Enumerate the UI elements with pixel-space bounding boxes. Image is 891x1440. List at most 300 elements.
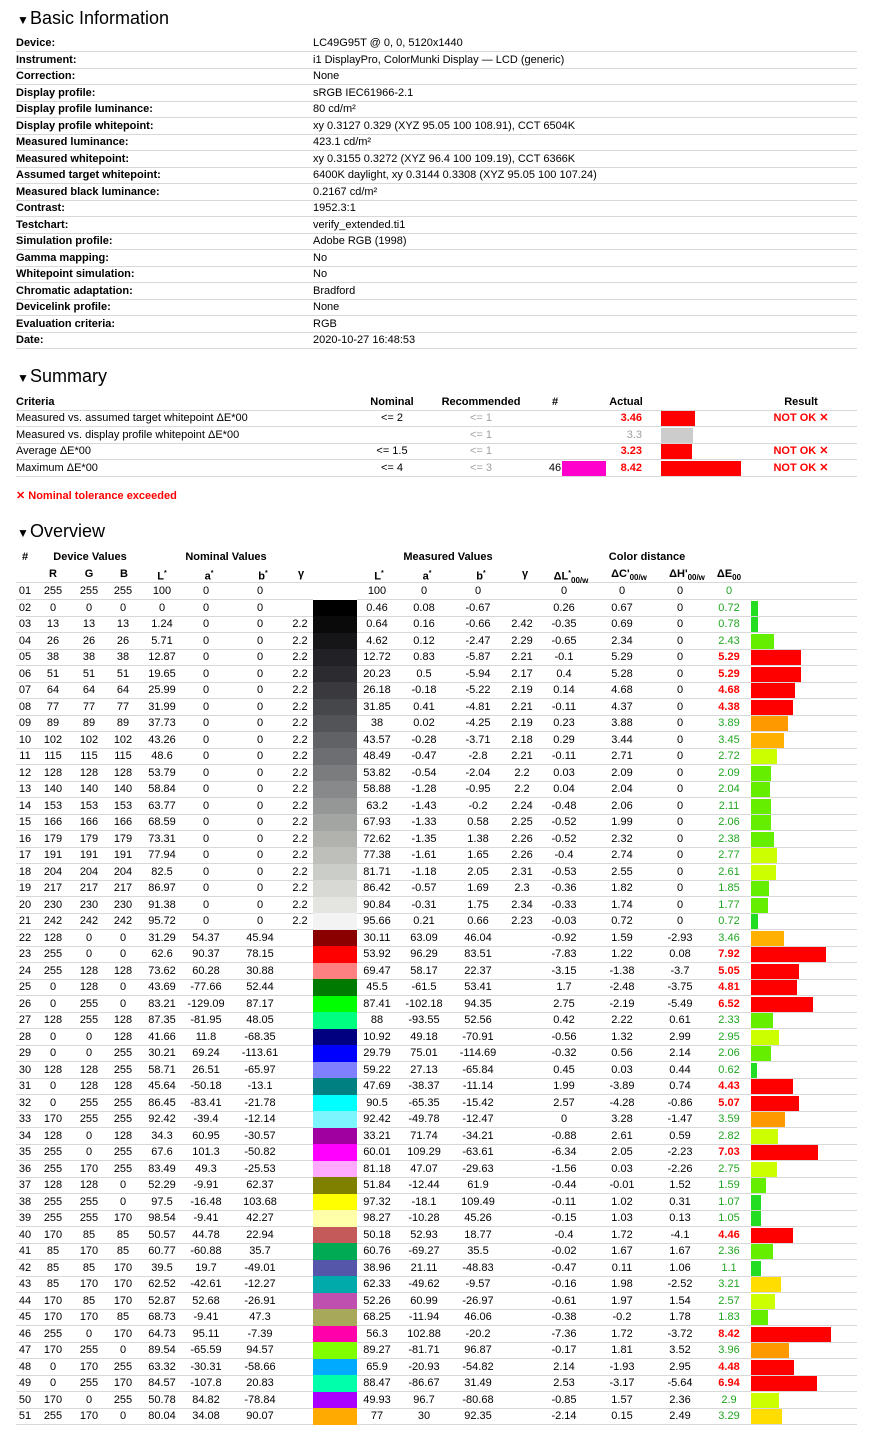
basic-info-row (16, 118, 857, 135)
device-g: 0 (85, 1047, 93, 1059)
delta-l: -0.52 (551, 832, 577, 845)
row-num: 10 (18, 733, 32, 746)
delta-h: 0 (676, 816, 684, 828)
device-g: 0 (85, 601, 93, 614)
num-header: # (21, 551, 29, 563)
measured-b: 53.41 (464, 981, 492, 993)
delta-h: -2.26 (667, 1162, 693, 1175)
nominal-a: 0 (202, 684, 210, 696)
nominal-gamma: 2.2 (292, 799, 308, 812)
color-swatch (313, 616, 357, 633)
measured-l: 98.27 (363, 1212, 391, 1224)
row-num: 44 (18, 1294, 32, 1307)
overview-heading[interactable]: ▼Overview (17, 521, 106, 541)
nominal-l: 53.79 (148, 766, 176, 779)
delta-l: -0.03 (551, 915, 577, 927)
overview-row (16, 1243, 857, 1260)
nominal-b: -12.27 (244, 1278, 276, 1290)
nominal-b: 90.07 (246, 1410, 274, 1422)
nominal-b: 62.37 (246, 1179, 274, 1191)
col-meas-a-label: a (422, 570, 429, 583)
row-num: 19 (18, 882, 32, 894)
basic-info-row (16, 85, 857, 102)
measured-b: 35.5 (467, 1245, 489, 1257)
nominal-b: 0 (256, 816, 264, 828)
device-r: 0 (49, 1030, 57, 1043)
measured-b: 18.77 (464, 1228, 492, 1241)
delta-e: 7.03 (718, 1146, 740, 1158)
device-g: 255 (79, 1377, 99, 1389)
device-r: 0 (49, 1096, 57, 1109)
delta-l: -0.61 (551, 1294, 577, 1307)
nominal-b: 0 (256, 915, 264, 927)
device-r: 170 (43, 1393, 63, 1406)
device-b: 170 (113, 1327, 133, 1340)
delta-e: 2.38 (718, 832, 740, 845)
basic-info-heading[interactable]: ▼Basic Information (17, 8, 170, 28)
delta-l: -0.52 (551, 816, 577, 828)
basic-info-value: 0.2167 cd/m² (313, 185, 378, 198)
nominal-b: 0 (256, 717, 264, 729)
delta-e: 2.82 (718, 1129, 740, 1142)
delta-e-bar (751, 1096, 799, 1111)
nominal-l: 68.59 (148, 816, 176, 828)
nominal-l: 31.29 (148, 931, 176, 944)
overview-row (16, 814, 857, 831)
delta-h: 0 (676, 799, 684, 812)
measured-a: -18.1 (411, 1195, 437, 1208)
measured-l: 77 (370, 1410, 384, 1422)
nominal-a: -9.41 (193, 1212, 219, 1224)
device-b: 140 (113, 783, 133, 795)
device-r: 191 (43, 849, 63, 861)
device-b: 0 (119, 997, 127, 1010)
nominal-a: 0 (202, 865, 210, 878)
basic-info-label: Display profile whitepoint: (16, 119, 154, 132)
nominal-l: 64.73 (148, 1327, 176, 1340)
device-r: 13 (46, 618, 60, 630)
nominal-gamma: 2.2 (292, 618, 308, 630)
delta-l: -7.36 (551, 1327, 577, 1340)
delta-c: 2.74 (611, 849, 633, 861)
measured-l: 49.93 (363, 1393, 391, 1406)
nominal-b: 0 (256, 634, 264, 647)
delta-c: -3.89 (609, 1080, 635, 1092)
delta-e-bar (751, 1145, 818, 1160)
overview-row (16, 781, 857, 798)
color-swatch (313, 897, 357, 914)
delta-c: -2.19 (609, 997, 635, 1010)
delta-e-bar (751, 716, 788, 731)
device-g: 85 (82, 1294, 96, 1307)
measured-l: 59.22 (363, 1063, 391, 1076)
delta-c: -1.93 (609, 1360, 635, 1373)
col-b-label: B (120, 568, 128, 580)
measured-a: -12.44 (408, 1179, 440, 1191)
device-g: 170 (79, 1245, 99, 1257)
color-swatch (313, 930, 357, 947)
device-b: 204 (113, 865, 133, 878)
measured-a: 60.99 (410, 1294, 438, 1307)
color-swatch (313, 1293, 357, 1310)
delta-c: 1.59 (611, 931, 633, 944)
basic-info-label: Testchart: (16, 218, 69, 231)
measured-a: 0.83 (413, 651, 435, 663)
measured-b: 109.49 (461, 1195, 495, 1208)
measured-a: 49.18 (410, 1030, 438, 1043)
delta-h: 0.08 (669, 948, 691, 960)
nominal-cell: <= 4 (380, 461, 404, 474)
col-r-label: R (49, 568, 57, 580)
overview-row (16, 1111, 857, 1128)
measured-a: -65.35 (408, 1096, 440, 1109)
delta-c: 2.06 (611, 799, 633, 812)
delta-e-bar (751, 1327, 831, 1342)
row-num: 36 (18, 1162, 32, 1175)
device-g: 0 (85, 1030, 93, 1043)
basic-info-label: Date: (16, 334, 44, 346)
delta-e: 6.94 (718, 1377, 740, 1389)
delta-c: 2.71 (611, 750, 633, 762)
basic-info-value: None (313, 301, 340, 313)
basic-info-label: Assumed target whitepoint: (16, 169, 161, 181)
delta-e-bar (751, 1195, 761, 1210)
nominal-a: -81.95 (190, 1014, 222, 1026)
device-r: 0 (49, 1360, 57, 1373)
delta-e-bar (751, 1013, 773, 1028)
device-r: 255 (43, 1146, 63, 1158)
device-values-header: Device Values (53, 551, 127, 563)
device-g: 191 (79, 849, 99, 861)
measured-a: 96.7 (413, 1393, 435, 1406)
device-r: 128 (43, 931, 63, 944)
row-num: 18 (18, 865, 32, 878)
measured-l: 81.71 (363, 865, 391, 878)
measured-l: 51.84 (363, 1179, 391, 1191)
delta-l: -0.53 (551, 865, 577, 878)
device-r: 64 (46, 684, 60, 696)
device-r: 85 (46, 1245, 60, 1257)
nominal-l: 89.54 (148, 1344, 176, 1356)
delta-c: 1.72 (611, 1228, 633, 1241)
measured-gamma: 2.18 (511, 733, 533, 746)
color-swatch (313, 1243, 357, 1260)
device-r: 242 (43, 915, 63, 927)
nominal-gamma: 2.2 (292, 865, 308, 878)
device-b: 0 (119, 948, 127, 960)
delta-h: -0.86 (667, 1096, 693, 1109)
device-r: 255 (43, 585, 63, 597)
delta-h: 1.52 (669, 1179, 691, 1191)
measured-l: 45.5 (366, 981, 388, 993)
nominal-exceeded-warning: ✕ Nominal tolerance exceeded (16, 490, 177, 502)
measured-b: 22.37 (464, 964, 492, 977)
measured-a: -1.28 (411, 783, 437, 795)
delta-c: 5.29 (611, 651, 633, 663)
nominal-cell: <= 2 (380, 412, 404, 424)
count-bar (562, 461, 606, 476)
col-nom-l-label: L (157, 570, 164, 583)
overview-row (16, 847, 857, 864)
delta-c: 1.97 (611, 1294, 633, 1307)
row-num: 50 (18, 1393, 32, 1406)
col-nom-b-label: b (258, 570, 265, 583)
nominal-l: 52.29 (148, 1179, 176, 1191)
nominal-a: 54.37 (192, 931, 220, 944)
col-nom-a (196, 566, 222, 585)
basic-info-row (16, 134, 857, 151)
nominal-b: 0 (256, 898, 264, 911)
summary-row (16, 427, 857, 444)
nominal-a: 26.51 (192, 1063, 220, 1076)
delta-e-bar (751, 1277, 781, 1292)
delta-c: 1.74 (611, 898, 633, 911)
overview-row (16, 765, 857, 782)
color-swatch (313, 1161, 357, 1178)
delta-c: 1.03 (611, 1212, 633, 1224)
col-nom-gamma (288, 566, 314, 582)
nominal-b: 87.17 (246, 997, 274, 1010)
delta-e: 4.48 (718, 1360, 740, 1373)
nominal-l: 63.32 (148, 1360, 176, 1373)
overview-row (16, 1359, 857, 1376)
nominal-gamma: 2.2 (292, 849, 308, 861)
row-num: 09 (18, 717, 32, 729)
basic-info-value: 2020-10-27 16:48:53 (313, 334, 416, 346)
measured-a: -0.54 (411, 766, 437, 779)
delta-e-bar (751, 683, 795, 698)
measured-b: -15.42 (462, 1096, 494, 1109)
measured-l: 47.69 (363, 1080, 391, 1092)
nominal-gamma: 2.2 (292, 882, 308, 894)
measured-b: -3.71 (465, 733, 491, 746)
col-meas-l-star: * (381, 570, 384, 577)
delta-c: -2.48 (609, 981, 635, 993)
measured-gamma: 2.26 (511, 832, 533, 845)
row-num: 08 (18, 700, 32, 713)
delta-l: -0.16 (551, 1278, 577, 1290)
delta-c: 4.68 (611, 684, 633, 696)
color-swatch (313, 1029, 357, 1046)
delta-h: -2.52 (667, 1278, 693, 1290)
basic-info-value: verify_extended.ti1 (313, 218, 406, 231)
measured-a: 52.93 (410, 1228, 438, 1241)
nominal-a: -50.18 (190, 1080, 222, 1092)
color-swatch (313, 1177, 357, 1194)
device-b: 13 (116, 618, 130, 630)
overview-row (16, 1161, 857, 1178)
nominal-l: 87.35 (148, 1014, 176, 1026)
color-swatch (313, 765, 357, 782)
delta-l: -0.17 (551, 1344, 577, 1356)
delta-e-bar (751, 1079, 793, 1094)
nominal-l: 63.77 (148, 799, 176, 812)
col-g-label: G (84, 568, 94, 580)
nominal-b: 22.94 (246, 1228, 274, 1241)
device-b: 170 (113, 1212, 133, 1224)
row-num: 43 (18, 1278, 32, 1290)
measured-b: 96.87 (464, 1344, 492, 1356)
basic-info-row (16, 266, 857, 283)
collapse-triangle-icon: ▼ (17, 526, 29, 540)
delta-e-bar (751, 947, 826, 962)
collapse-triangle-icon: ▼ (17, 13, 29, 27)
measured-l: 81.18 (363, 1162, 391, 1175)
delta-e: 1.07 (718, 1195, 740, 1208)
nominal-gamma: 2.2 (292, 700, 308, 713)
nominal-gamma: 2.2 (292, 766, 308, 779)
delta-e-bar (751, 1129, 778, 1144)
device-g: 128 (79, 964, 99, 977)
delta-h: 1.67 (669, 1245, 691, 1257)
delta-e: 2.61 (718, 865, 740, 878)
device-r: 0 (49, 1047, 57, 1059)
color-swatch (313, 847, 357, 864)
row-num: 33 (18, 1113, 32, 1125)
basic-info-label: Device: (16, 37, 56, 49)
nominal-b: -30.57 (244, 1129, 276, 1142)
basic-info-value: sRGB IEC61966-2.1 (313, 86, 414, 99)
nominal-l: 100 (152, 585, 172, 597)
measured-l: 53.82 (363, 766, 391, 779)
row-num: 29 (18, 1047, 32, 1059)
delta-h: -2.93 (667, 931, 693, 944)
nominal-a: 0 (202, 882, 210, 894)
basic-info-value: i1 DisplayPro, ColorMunki Display — LCD (generic) (313, 53, 565, 66)
device-g: 85 (82, 1261, 96, 1274)
nominal-b: 78.15 (246, 948, 274, 960)
delta-h: 0 (676, 717, 684, 729)
row-num: 24 (18, 964, 32, 977)
nominal-b: -65.97 (244, 1063, 276, 1076)
delta-e: 2.36 (718, 1245, 740, 1257)
measured-b: 2.05 (467, 865, 489, 878)
delta-e-bar (751, 815, 771, 830)
delta-c: 1.72 (611, 1327, 633, 1340)
delta-c: 0.72 (611, 915, 633, 927)
nominal-l: 77.94 (148, 849, 176, 861)
measured-gamma: 2.31 (511, 865, 533, 878)
device-b: 85 (116, 1311, 130, 1323)
overview-row (16, 1375, 857, 1392)
col-meas-b (468, 566, 494, 585)
measured-gamma: 2.26 (511, 849, 533, 861)
device-r: 38 (46, 651, 60, 663)
delta-e-bar (751, 997, 813, 1012)
delta-h: 0 (676, 898, 684, 911)
delta-h: 0 (676, 849, 684, 861)
delta-e-bar (751, 865, 776, 880)
basic-info-value: xy 0.3155 0.3272 (XYZ 96.4 100 109.19), CCT 6366K (313, 152, 576, 165)
delta-e-bar (751, 1360, 794, 1375)
measured-l: 89.27 (363, 1344, 391, 1356)
col-nom-b (250, 566, 276, 585)
overview-row (16, 715, 857, 732)
delta-e-bar (751, 667, 801, 682)
measured-l: 38 (370, 717, 384, 729)
summary-heading[interactable]: ▼Summary (17, 366, 108, 386)
device-g: 0 (85, 1129, 93, 1142)
measured-l: 88 (370, 1014, 384, 1026)
delta-e-bar (751, 634, 774, 649)
device-r: 128 (43, 1063, 63, 1076)
measured-b: 1.65 (467, 849, 489, 861)
delta-l: 0.14 (553, 684, 575, 696)
measured-b: -4.25 (465, 717, 491, 729)
summary-row (16, 410, 857, 427)
delta-e: 2.04 (718, 783, 740, 795)
delta-l: 1.99 (553, 1080, 575, 1092)
delta-h: 1.06 (669, 1261, 691, 1274)
measured-a: 96.29 (410, 948, 438, 960)
measured-b: 92.35 (464, 1410, 492, 1422)
measured-b: -80.68 (462, 1393, 494, 1406)
measured-b: -2.47 (465, 634, 491, 647)
nominal-a: -30.31 (190, 1360, 222, 1373)
measured-l: 29.79 (363, 1047, 391, 1059)
nominal-b: 94.57 (246, 1344, 274, 1356)
color-swatch (313, 1062, 357, 1079)
nominal-gamma: 2.2 (292, 783, 308, 795)
delta-h: 0.44 (669, 1063, 691, 1076)
delta-c: 3.44 (611, 733, 633, 746)
device-b: 255 (113, 1146, 133, 1158)
device-g: 0 (85, 1327, 93, 1340)
delta-l: 0.03 (553, 766, 575, 779)
basic-info-label: Measured luminance: (16, 136, 129, 148)
device-r: 255 (43, 1327, 63, 1340)
device-r: 153 (43, 799, 63, 812)
measured-a: 30 (417, 1410, 431, 1422)
measured-b: 45.26 (464, 1212, 492, 1224)
nominal-a: -65.59 (190, 1344, 222, 1356)
delta-h: 0 (676, 865, 684, 878)
measured-b: -70.91 (462, 1030, 494, 1043)
color-swatch (313, 1276, 357, 1293)
nominal-b: -78.84 (244, 1393, 276, 1406)
actual-bar (661, 411, 695, 426)
row-num: 39 (18, 1212, 32, 1224)
delta-h: 1.78 (669, 1311, 691, 1323)
delta-h: 0.74 (669, 1080, 691, 1092)
basic-info-label: Measured whitepoint: (16, 152, 130, 165)
measured-l: 12.72 (363, 651, 391, 663)
measured-l: 92.42 (363, 1113, 391, 1125)
nominal-gamma: 2.2 (292, 651, 308, 663)
color-swatch (313, 979, 357, 996)
measured-b: -0.95 (465, 783, 491, 795)
delta-c: 2.34 (611, 634, 633, 647)
nominal-a: -107.8 (190, 1377, 222, 1389)
delta-e-bar (751, 1228, 793, 1243)
delta-l: -0.36 (551, 882, 577, 894)
delta-l: -0.02 (551, 1245, 577, 1257)
delta-l: 1.7 (556, 981, 572, 993)
device-g: 102 (79, 733, 99, 746)
delta-e: 0.72 (718, 601, 740, 614)
basic-info-row (16, 184, 857, 201)
delta-e-bar (751, 1294, 775, 1309)
delta-e: 6.52 (718, 997, 740, 1010)
recommended-cell: <= 1 (469, 445, 493, 457)
device-r: 128 (43, 1129, 63, 1142)
device-r: 0 (49, 1377, 57, 1389)
nominal-b: 0 (256, 849, 264, 861)
row-num: 31 (18, 1080, 32, 1092)
nominal-a: 0 (202, 783, 210, 795)
color-swatch (313, 1359, 357, 1376)
delta-e: 4.81 (718, 981, 740, 993)
